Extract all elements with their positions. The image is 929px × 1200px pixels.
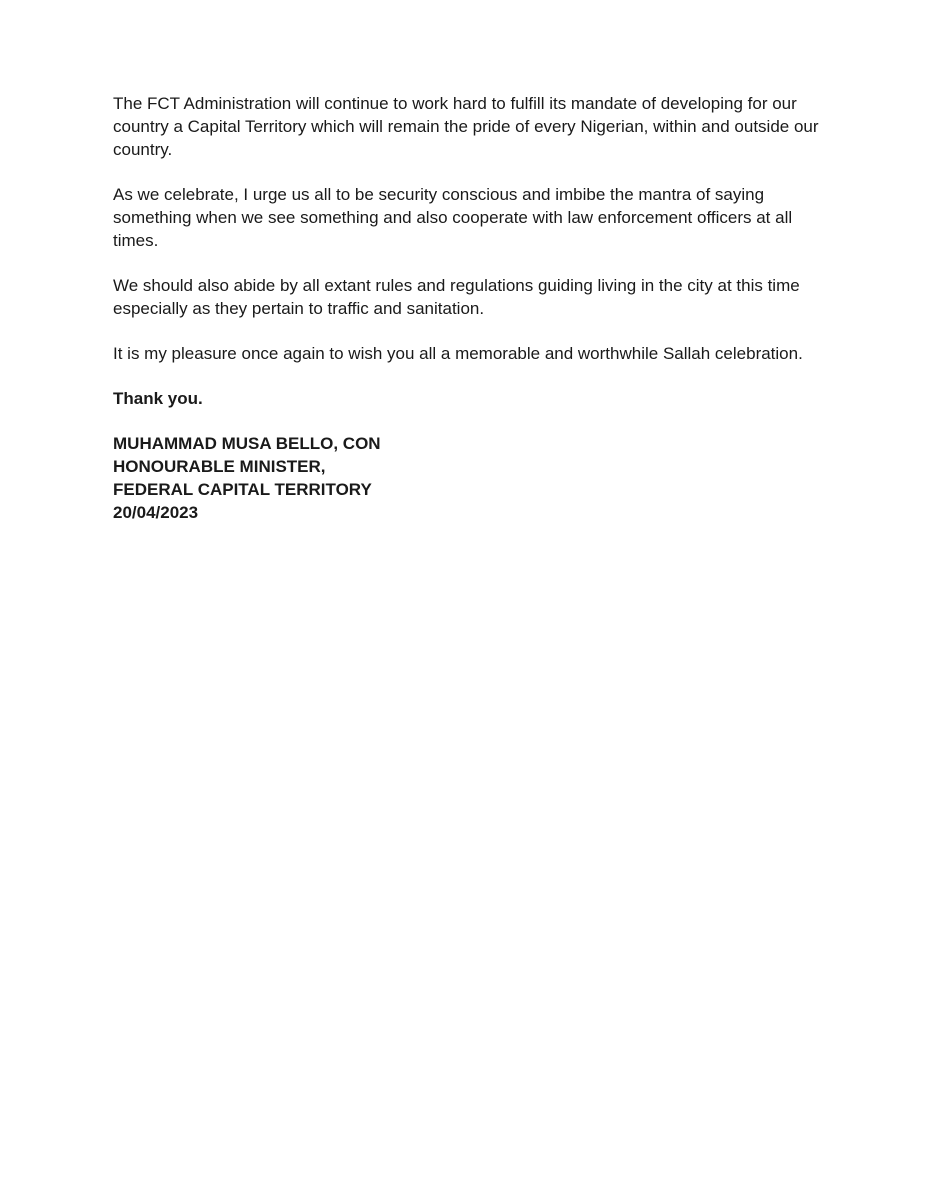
paragraph-fct-mandate: The FCT Administration will continue to work hard to fulfill its mandate of developing for our country a Capital Territory which will remain the pride of every Nigerian, within and outside our country. [113, 94, 819, 159]
signatory-title: HONOURABLE MINISTER, [113, 457, 326, 476]
signature-date: 20/04/2023 [113, 503, 199, 522]
paragraph-security: As we celebrate, I urge us all to be security conscious and imbibe the mantra of saying something when we see something and also cooperate with law enforcement officers at all times. [113, 185, 793, 250]
paragraph-regulations: We should also abide by all extant rules and regulations guiding living in the city at this time especially as they pertain to traffic and sanitation. [113, 276, 800, 318]
signatory-name: MUHAMMAD MUSA BELLO, CON [113, 434, 381, 453]
document-body [113, 92, 833, 524]
paragraph-sallah-wishes: It is my pleasure once again to wish you all a memorable and worthwhile Sallah celebration. [113, 344, 803, 363]
signature-block [113, 432, 833, 524]
closing-thank-you: Thank you. [113, 389, 203, 408]
signatory-office: FEDERAL CAPITAL TERRITORY [113, 480, 372, 499]
